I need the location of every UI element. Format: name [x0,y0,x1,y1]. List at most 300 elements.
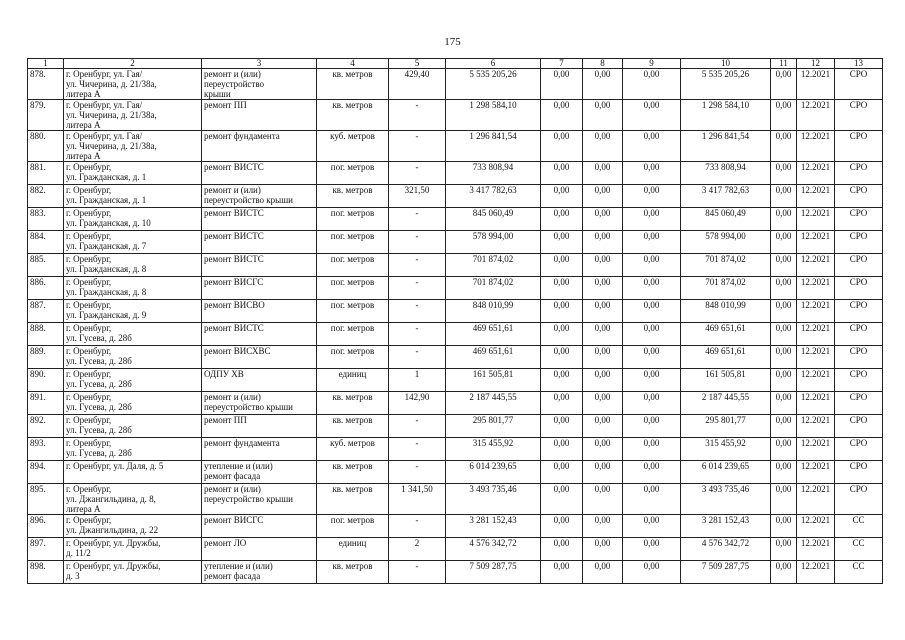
row-number: 897. [28,538,64,561]
col8-cell: 0,00 [583,323,623,346]
address-cell: г. Оренбург, ул. Гая/ ул. Чичерина, д. 21/38а, литера А [64,131,202,162]
col7-cell: 0,00 [541,208,583,231]
source-cell: СРО [835,131,883,162]
col9-cell: 0,00 [623,323,681,346]
quantity-cell: - [389,162,446,185]
col11-cell: 0,00 [771,346,797,369]
quantity-cell: 1 341,50 [389,484,446,515]
col11-cell: 0,00 [771,461,797,484]
source-cell: СРО [835,277,883,300]
deadline-cell: 12.2021 [797,392,835,415]
row-number: 879. [28,100,64,131]
unit-cell: кв. метров [317,100,389,131]
table-row [28,346,883,369]
col8-cell: 0,00 [583,69,623,100]
deadline-cell: 12.2021 [797,185,835,208]
regional-fund-cell: 848 010,99 [681,300,771,323]
col11-cell: 0,00 [771,323,797,346]
col7-cell: 0,00 [541,515,583,538]
total-cost-cell: 3 493 735,46 [446,484,541,515]
deadline-cell: 12.2021 [797,484,835,515]
address-cell: г. Оренбург, ул. Гая/ ул. Чичерина, д. 21/38а, литера А [64,69,202,100]
deadline-cell: 12.2021 [797,300,835,323]
quantity-cell: - [389,277,446,300]
regional-fund-cell: 161 505,81 [681,369,771,392]
source-cell: СРО [835,392,883,415]
total-cost-cell: 1 296 841,54 [446,131,541,162]
col8-cell: 0,00 [583,162,623,185]
regional-fund-cell: 2 187 445,55 [681,392,771,415]
quantity-cell: 429,40 [389,69,446,100]
address-cell: г. Оренбург, ул. Гая/ ул. Чичерина, д. 21/38а, литера А [64,100,202,131]
work-type-cell: ремонт фундамента [202,438,317,461]
col8-cell: 0,00 [583,392,623,415]
work-type-cell: ремонт ПП [202,415,317,438]
regional-fund-cell: 1 296 841,54 [681,131,771,162]
deadline-cell: 12.2021 [797,162,835,185]
deadline-cell: 12.2021 [797,461,835,484]
col11-cell: 0,00 [771,69,797,100]
row-number: 896. [28,515,64,538]
unit-cell: пог. метров [317,208,389,231]
quantity-cell: - [389,254,446,277]
row-number: 895. [28,484,64,515]
deadline-cell: 12.2021 [797,538,835,561]
table-row [28,392,883,415]
table-row [28,300,883,323]
col7-cell: 0,00 [541,69,583,100]
address-cell: г. Оренбург, ул. Джангильдина, д. 22 [64,515,202,538]
work-type-cell: утепление и (или) ремонт фасада [202,561,317,584]
work-type-cell: утепление и (или) ремонт фасада [202,461,317,484]
quantity-cell: - [389,100,446,131]
col7-cell: 0,00 [541,185,583,208]
table-row [28,515,883,538]
unit-cell: пог. метров [317,346,389,369]
quantity-cell: - [389,438,446,461]
total-cost-cell: 161 505,81 [446,369,541,392]
column-header-10: 10 [681,59,771,69]
deadline-cell: 12.2021 [797,515,835,538]
address-cell: г. Оренбург, ул. Гусева, д. 28б [64,346,202,369]
row-number: 889. [28,346,64,369]
col8-cell: 0,00 [583,461,623,484]
col7-cell: 0,00 [541,561,583,584]
col8-cell: 0,00 [583,277,623,300]
regional-fund-cell: 6 014 239,65 [681,461,771,484]
deadline-cell: 12.2021 [797,208,835,231]
col9-cell: 0,00 [623,515,681,538]
col11-cell: 0,00 [771,515,797,538]
col9-cell: 0,00 [623,438,681,461]
source-cell: СС [835,561,883,584]
regional-fund-cell: 701 874,02 [681,277,771,300]
work-type-cell: ремонт ВИСТС [202,162,317,185]
col7-cell: 0,00 [541,415,583,438]
quantity-cell: - [389,300,446,323]
source-cell: СРО [835,185,883,208]
row-number: 898. [28,561,64,584]
regional-fund-cell: 845 060,49 [681,208,771,231]
col9-cell: 0,00 [623,561,681,584]
unit-cell: пог. метров [317,515,389,538]
quantity-cell: - [389,415,446,438]
unit-cell: единиц [317,538,389,561]
col9-cell: 0,00 [623,538,681,561]
source-cell: СРО [835,254,883,277]
regional-fund-cell: 315 455,92 [681,438,771,461]
table-row [28,538,883,561]
col9-cell: 0,00 [623,208,681,231]
row-number: 886. [28,277,64,300]
col9-cell: 0,00 [623,231,681,254]
col8-cell: 0,00 [583,100,623,131]
col8-cell: 0,00 [583,538,623,561]
unit-cell: пог. метров [317,323,389,346]
total-cost-cell: 701 874,02 [446,254,541,277]
address-cell: г. Оренбург, ул. Гражданская, д. 1 [64,185,202,208]
col8-cell: 0,00 [583,515,623,538]
deadline-cell: 12.2021 [797,254,835,277]
address-cell: г. Оренбург, ул. Дружбы, д. 11/2 [64,538,202,561]
unit-cell: кв. метров [317,185,389,208]
work-type-cell: ремонт ВИСВО [202,300,317,323]
row-number: 894. [28,461,64,484]
total-cost-cell: 2 187 445,55 [446,392,541,415]
col11-cell: 0,00 [771,277,797,300]
total-cost-cell: 733 808,94 [446,162,541,185]
col7-cell: 0,00 [541,323,583,346]
column-header-4: 4 [317,59,389,69]
work-type-cell: ремонт и (или) переустройство крыши [202,392,317,415]
regional-fund-cell: 469 651,61 [681,346,771,369]
address-cell: г. Оренбург, ул. Гусева, д. 28б [64,415,202,438]
work-type-cell: ремонт и (или) переустройство крыши [202,69,317,100]
address-cell: г. Оренбург, ул. Гражданская, д. 7 [64,231,202,254]
work-type-cell: ремонт и (или) переустройство крыши [202,185,317,208]
table-row [28,484,883,515]
col8-cell: 0,00 [583,438,623,461]
col11-cell: 0,00 [771,561,797,584]
deadline-cell: 12.2021 [797,131,835,162]
table-row [28,254,883,277]
address-cell: г. Оренбург, ул. Гусева, д. 28б [64,392,202,415]
total-cost-cell: 315 455,92 [446,438,541,461]
work-type-cell: ремонт ВИСТС [202,208,317,231]
quantity-cell: - [389,323,446,346]
col8-cell: 0,00 [583,415,623,438]
unit-cell: куб. метров [317,131,389,162]
deadline-cell: 12.2021 [797,438,835,461]
address-cell: г. Оренбург, ул. Гусева, д. 28б [64,369,202,392]
deadline-cell: 12.2021 [797,369,835,392]
col8-cell: 0,00 [583,484,623,515]
work-type-cell: ОДПУ ХВ [202,369,317,392]
col9-cell: 0,00 [623,300,681,323]
table-row [28,561,883,584]
regional-fund-cell: 3 493 735,46 [681,484,771,515]
col11-cell: 0,00 [771,300,797,323]
row-number: 883. [28,208,64,231]
source-cell: СС [835,515,883,538]
regional-fund-cell: 5 535 205,26 [681,69,771,100]
address-cell: г. Оренбург, ул. Даля, д. 5 [64,461,202,484]
address-cell: г. Оренбург, ул. Гражданская, д. 8 [64,254,202,277]
work-type-cell: ремонт фундамента [202,131,317,162]
col11-cell: 0,00 [771,208,797,231]
unit-cell: пог. метров [317,277,389,300]
column-header-8: 8 [583,59,623,69]
regional-fund-cell: 3 281 152,43 [681,515,771,538]
unit-cell: единиц [317,369,389,392]
col7-cell: 0,00 [541,369,583,392]
table-header-row [28,59,883,69]
source-cell: СРО [835,346,883,369]
col7-cell: 0,00 [541,131,583,162]
unit-cell: пог. метров [317,300,389,323]
column-header-1: 1 [28,59,64,69]
regional-fund-cell: 1 298 584,10 [681,100,771,131]
column-header-13: 13 [835,59,883,69]
regional-fund-cell: 578 994,00 [681,231,771,254]
regional-fund-cell: 469 651,61 [681,323,771,346]
source-cell: СРО [835,438,883,461]
col7-cell: 0,00 [541,438,583,461]
table-row [28,69,883,100]
col9-cell: 0,00 [623,484,681,515]
col9-cell: 0,00 [623,461,681,484]
address-cell: г. Оренбург, ул. Гражданская, д. 1 [64,162,202,185]
address-cell: г. Оренбург, ул. Джангильдина, д. 8, литера А [64,484,202,515]
source-cell: СРО [835,323,883,346]
work-type-cell: ремонт и (или) переустройство крыши [202,484,317,515]
work-type-cell: ремонт ПП [202,100,317,131]
total-cost-cell: 469 651,61 [446,346,541,369]
deadline-cell: 12.2021 [797,415,835,438]
table-row [28,369,883,392]
col11-cell: 0,00 [771,100,797,131]
col7-cell: 0,00 [541,277,583,300]
source-cell: СРО [835,69,883,100]
col8-cell: 0,00 [583,346,623,369]
unit-cell: кв. метров [317,392,389,415]
source-cell: СРО [835,369,883,392]
col7-cell: 0,00 [541,538,583,561]
table-row [28,100,883,131]
col11-cell: 0,00 [771,369,797,392]
total-cost-cell: 848 010,99 [446,300,541,323]
col11-cell: 0,00 [771,254,797,277]
deadline-cell: 12.2021 [797,277,835,300]
col8-cell: 0,00 [583,185,623,208]
total-cost-cell: 469 651,61 [446,323,541,346]
col8-cell: 0,00 [583,231,623,254]
table-row [28,461,883,484]
unit-cell: кв. метров [317,484,389,515]
col9-cell: 0,00 [623,369,681,392]
col7-cell: 0,00 [541,300,583,323]
source-cell: СРО [835,484,883,515]
row-number: 892. [28,415,64,438]
quantity-cell: 321,50 [389,185,446,208]
row-number: 893. [28,438,64,461]
deadline-cell: 12.2021 [797,323,835,346]
row-number: 887. [28,300,64,323]
total-cost-cell: 578 994,00 [446,231,541,254]
col7-cell: 0,00 [541,392,583,415]
col8-cell: 0,00 [583,208,623,231]
col11-cell: 0,00 [771,415,797,438]
deadline-cell: 12.2021 [797,561,835,584]
address-cell: г. Оренбург, ул. Гражданская, д. 10 [64,208,202,231]
deadline-cell: 12.2021 [797,346,835,369]
deadline-cell: 12.2021 [797,69,835,100]
col9-cell: 0,00 [623,162,681,185]
page-number: 175 [444,36,461,48]
col8-cell: 0,00 [583,254,623,277]
work-type-cell: ремонт ВИСТС [202,231,317,254]
table-row [28,185,883,208]
row-number: 885. [28,254,64,277]
column-header-9: 9 [623,59,681,69]
table-row [28,277,883,300]
row-number: 881. [28,162,64,185]
row-number: 880. [28,131,64,162]
col11-cell: 0,00 [771,438,797,461]
regional-fund-cell: 4 576 342,72 [681,538,771,561]
col8-cell: 0,00 [583,300,623,323]
source-cell: СРО [835,208,883,231]
source-cell: СРО [835,415,883,438]
col9-cell: 0,00 [623,100,681,131]
row-number: 888. [28,323,64,346]
col9-cell: 0,00 [623,392,681,415]
column-header-12: 12 [797,59,835,69]
address-cell: г. Оренбург, ул. Дружбы, д. 3 [64,561,202,584]
col11-cell: 0,00 [771,185,797,208]
regional-fund-cell: 295 801,77 [681,415,771,438]
col11-cell: 0,00 [771,392,797,415]
quantity-cell: - [389,131,446,162]
col7-cell: 0,00 [541,162,583,185]
table-body [28,69,883,584]
work-type-cell: ремонт ВИСТС [202,323,317,346]
col8-cell: 0,00 [583,131,623,162]
regional-fund-cell: 3 417 782,63 [681,185,771,208]
regional-fund-cell: 733 808,94 [681,162,771,185]
unit-cell: куб. метров [317,438,389,461]
unit-cell: пог. метров [317,254,389,277]
col9-cell: 0,00 [623,346,681,369]
total-cost-cell: 3 417 782,63 [446,185,541,208]
row-number: 890. [28,369,64,392]
table-row [28,438,883,461]
quantity-cell: - [389,208,446,231]
deadline-cell: 12.2021 [797,231,835,254]
total-cost-cell: 701 874,02 [446,277,541,300]
col9-cell: 0,00 [623,254,681,277]
quantity-cell: - [389,231,446,254]
table-row [28,323,883,346]
row-number: 891. [28,392,64,415]
total-cost-cell: 7 509 287,75 [446,561,541,584]
unit-cell: кв. метров [317,461,389,484]
column-header-11: 11 [771,59,797,69]
work-type-cell: ремонт ВИСХВС [202,346,317,369]
unit-cell: пог. метров [317,162,389,185]
table-row [28,208,883,231]
quantity-cell: - [389,515,446,538]
source-cell: СРО [835,461,883,484]
col8-cell: 0,00 [583,369,623,392]
total-cost-cell: 295 801,77 [446,415,541,438]
quantity-cell: - [389,346,446,369]
column-header-2: 2 [64,59,202,69]
col11-cell: 0,00 [771,538,797,561]
column-header-5: 5 [389,59,446,69]
total-cost-cell: 845 060,49 [446,208,541,231]
col7-cell: 0,00 [541,100,583,131]
total-cost-cell: 6 014 239,65 [446,461,541,484]
address-cell: г. Оренбург, ул. Гражданская, д. 8 [64,277,202,300]
source-cell: СС [835,538,883,561]
col9-cell: 0,00 [623,277,681,300]
col11-cell: 0,00 [771,231,797,254]
table-row [28,131,883,162]
column-header-3: 3 [202,59,317,69]
quantity-cell: 142,90 [389,392,446,415]
table-row [28,415,883,438]
source-cell: СРО [835,100,883,131]
deadline-cell: 12.2021 [797,100,835,131]
quantity-cell: - [389,461,446,484]
col9-cell: 0,00 [623,69,681,100]
source-cell: СРО [835,231,883,254]
column-header-7: 7 [541,59,583,69]
table-row [28,231,883,254]
unit-cell: кв. метров [317,561,389,584]
col9-cell: 0,00 [623,131,681,162]
quantity-cell: 1 [389,369,446,392]
total-cost-cell: 1 298 584,10 [446,100,541,131]
address-cell: г. Оренбург, ул. Гусева, д. 28б [64,438,202,461]
work-type-cell: ремонт ВИСТС [202,254,317,277]
regional-fund-cell: 7 509 287,75 [681,561,771,584]
col7-cell: 0,00 [541,346,583,369]
col8-cell: 0,00 [583,561,623,584]
column-header-6: 6 [446,59,541,69]
col11-cell: 0,00 [771,131,797,162]
col11-cell: 0,00 [771,484,797,515]
col11-cell: 0,00 [771,162,797,185]
quantity-cell: - [389,561,446,584]
quantity-cell: 2 [389,538,446,561]
col7-cell: 0,00 [541,484,583,515]
work-type-cell: ремонт ВИСГС [202,515,317,538]
regional-fund-cell: 701 874,02 [681,254,771,277]
work-type-cell: ремонт ЛО [202,538,317,561]
col7-cell: 0,00 [541,254,583,277]
col9-cell: 0,00 [623,185,681,208]
total-cost-cell: 3 281 152,43 [446,515,541,538]
col7-cell: 0,00 [541,231,583,254]
address-cell: г. Оренбург, ул. Гражданская, д. 9 [64,300,202,323]
source-cell: СРО [835,162,883,185]
row-number: 884. [28,231,64,254]
col9-cell: 0,00 [623,415,681,438]
table-row [28,162,883,185]
work-type-cell: ремонт ВИСГС [202,277,317,300]
